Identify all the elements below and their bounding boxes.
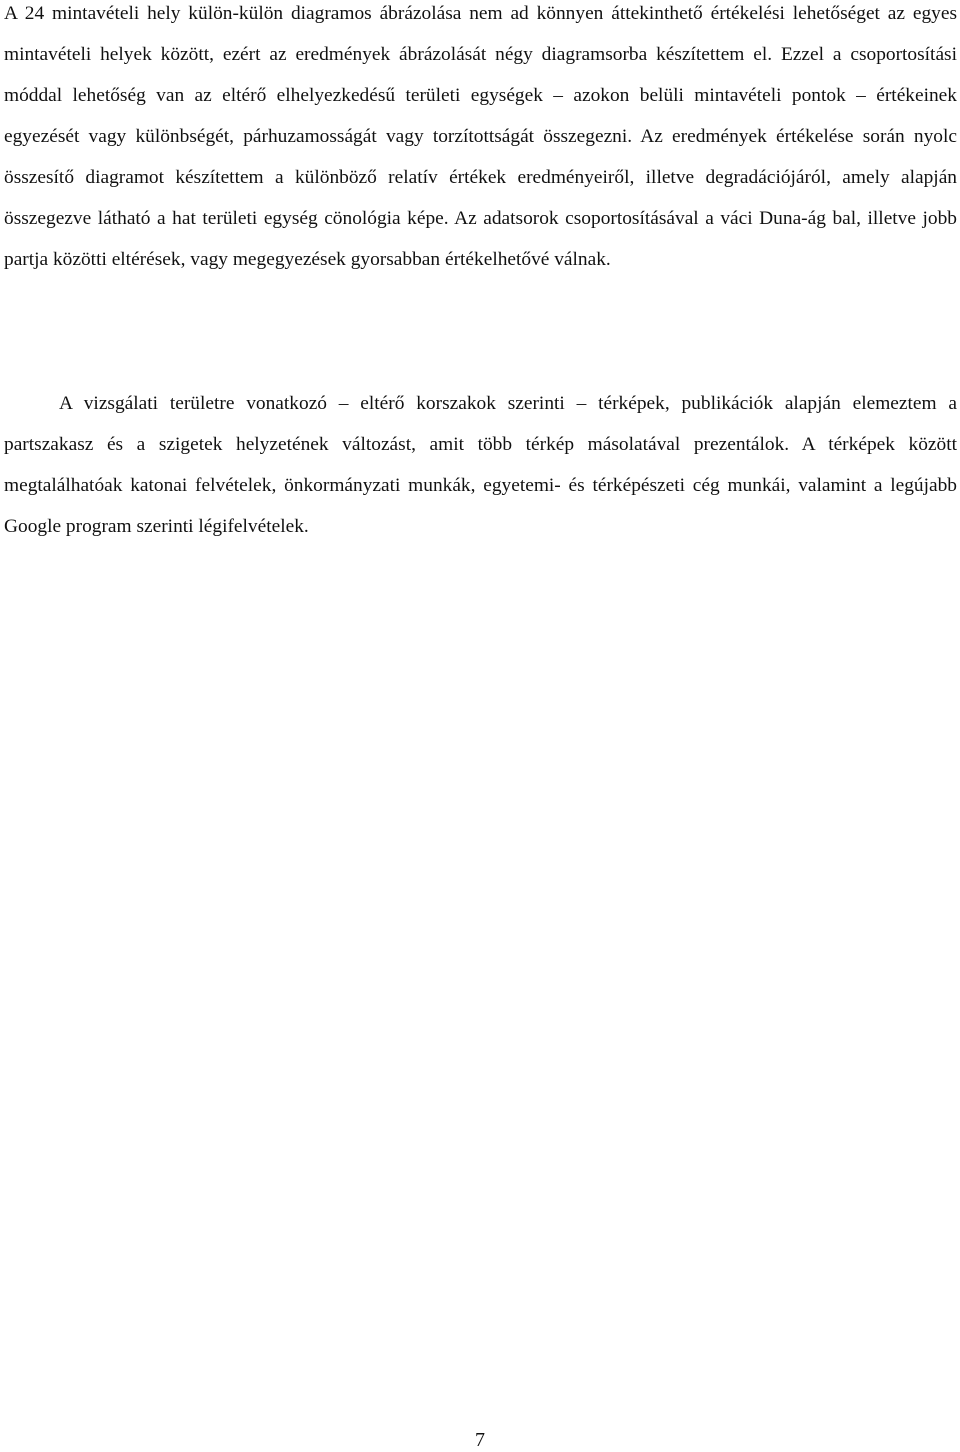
page-number: 7	[475, 1429, 485, 1451]
paragraph-map-analysis: A vizsgálati területre vonatkozó – eltérő korszakok szerinti – térképek, publikációk alapján elemeztem a partszakasz és a szigetek helyzetének változást, amit több térkép másolatával prezentálok. A térképek között megtalálhatóak katonai felvételek, önkormányzati munkák, egyetemi- és térképészeti cég munkái, valamint a legújabb Google program szerinti légifelvételek.	[4, 393, 957, 537]
paragraph-diagram-evaluation: A 24 mintavételi hely külön-külön diagramos ábrázolása nem ad könnyen áttekinthető értékelési lehetőséget az egyes mintavételi helyek között, ezért az eredmények ábrázolását négy diagramsorba készítettem el. Ezzel a csoportosítási móddal lehetőség van az eltérő elhelyezkedésű területi egységek – azokon belüli mintavételi pontok – értékeinek egyezését vagy különbségét, párhuzamosságát vagy torzítottságát összegezni. Az eredmények értékelése során nyolc összesítő diagramot készítettem a különböző relatív értékek eredményeiről, illetve degradációjáról, amely alapján összegezve látható a hat területi egység cönológia képe. Az adatsorok csoportosításával a váci Duna-ág bal, illetve jobb partja közötti eltérések, vagy megegyezések gyorsabban értékelhetővé válnak.	[4, 3, 957, 270]
